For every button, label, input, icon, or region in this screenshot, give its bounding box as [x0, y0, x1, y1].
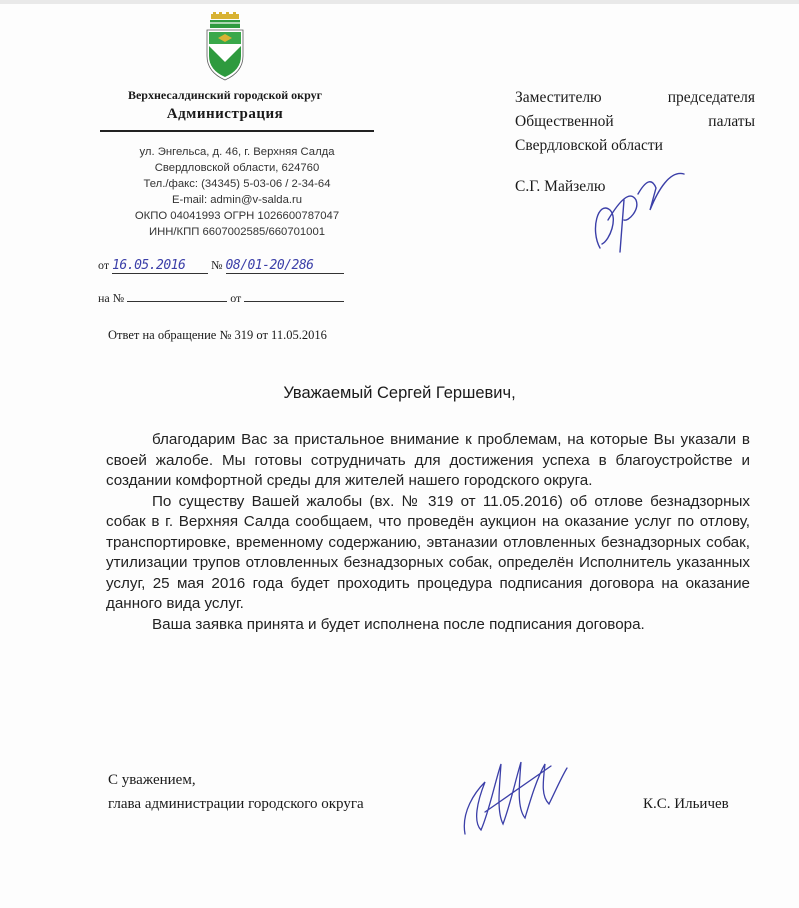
scan-edge [0, 0, 799, 4]
date-prefix: от [98, 258, 110, 272]
signer-name: К.С. Ильичев [643, 796, 729, 812]
sender-inn: ИНН/КПП 6607002585/660701001 [148, 226, 326, 238]
reference-line: Ответ на обращение № 319 от 11.05.2016 [108, 328, 327, 342]
registration-row [98, 258, 344, 274]
signature [455, 752, 575, 842]
sender-phone: Тел./факс: (34345) 5-03-06 / 2-34-64 [143, 178, 331, 190]
registration-date: 16.05.2016 [112, 258, 208, 274]
sender-okpo: ОКПО 04041993 ОГРН 1026600787047 [134, 210, 340, 222]
salutation: Уважаемый Сергей Гершевич, [283, 384, 516, 402]
closing-phrase: С уважением, [108, 772, 196, 788]
body-paragraph: Ваша заявка принята и будет исполнена после подписания договора. [152, 615, 645, 633]
sender-email: E-mail: admin@v-salda.ru [171, 194, 303, 206]
sender-address-line: Свердловской области, 624760 [154, 162, 320, 174]
body-paragraph: благодарим Вас за пристальное внимание к проблемам, на которые Вы указали в своей жалобе. Мы готовы сотрудничать для достижения успеха в благоустройстве и создании комфортной среды для жителей нашего городского округа. [106, 431, 750, 489]
recipient-handwritten-mark [580, 160, 690, 260]
recipient-title-word: Общественной [515, 113, 614, 130]
signer-position: глава администрации городского округа [108, 796, 364, 812]
registration-number: 08/01-20/286 [226, 258, 344, 274]
incoming-number-prefix: на № [98, 291, 125, 305]
recipient-title-word: палаты [708, 113, 755, 130]
recipient-region: Свердловской области [515, 137, 663, 154]
header-divider [100, 130, 374, 132]
recipient-name: С.Г. Майзелю [515, 178, 606, 195]
recipient-block [515, 86, 755, 158]
coat-of-arms-icon [202, 12, 248, 82]
incoming-ref-row [98, 289, 344, 306]
recipient-title-word: председателя [667, 89, 755, 106]
incoming-date-blank [244, 289, 344, 302]
letter-body [106, 430, 750, 635]
sender-address-line: ул. Энгельса, д. 46, г. Верхняя Салда [139, 146, 335, 158]
sender-org-unit: Администрация [166, 106, 284, 122]
body-paragraph: По существу Вашей жалобы (вх. № 319 от 11.05.2016) об отлове безнадзорных собак в г. Верхняя Салда сообщаем, что проведён аукцион на оказание услуг по отлову, транспортировке, временному содержанию, эвтаназии отловленных безнадзорных собак, утилизации трупов отловленных безнадзорных собак, определён Исполнитель указанных услуг, 25 мая 2016 года будет проходить процедура подписания договора на оказание данного вида услуг. [106, 492, 750, 612]
sender-org-name: Верхнесалдинский городской округ [127, 88, 323, 102]
incoming-date-prefix: от [230, 291, 242, 305]
recipient-title-word: Заместителю [515, 89, 602, 106]
number-prefix: № [211, 258, 223, 272]
incoming-number-blank [127, 289, 227, 302]
